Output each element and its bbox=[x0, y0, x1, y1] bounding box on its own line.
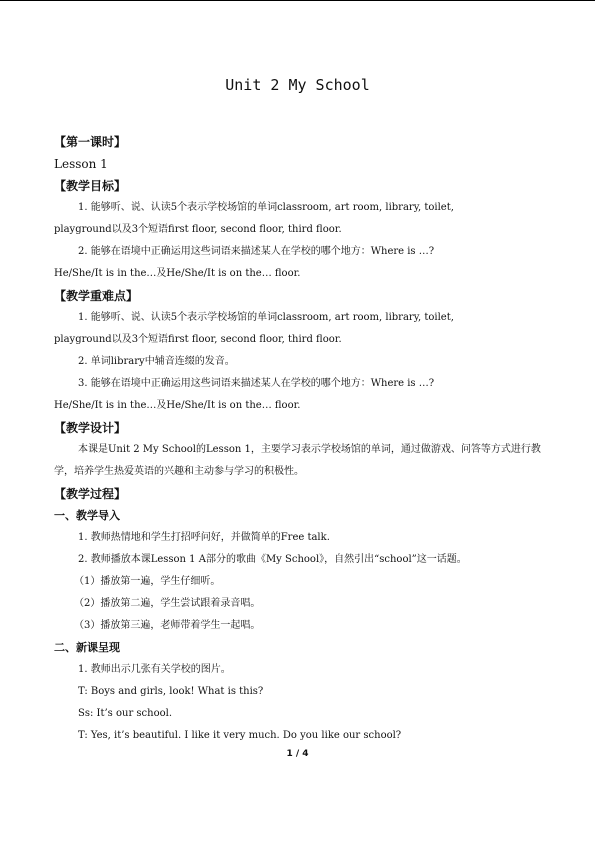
new-lesson-line: 1. 教师出示几张有关学校的图片。 bbox=[78, 664, 231, 675]
document-body bbox=[54, 75, 541, 747]
new-lesson-line: T: Yes, it’s beautiful. I like it very much. Do you like our school? bbox=[78, 730, 402, 741]
intro-line: 1. 教师热情地和学生打招呼问好，并做简单的Free talk. bbox=[78, 532, 330, 543]
lesson-label: Lesson 1 bbox=[54, 157, 108, 171]
goals-line: playground以及3个短语first floor, second floor, third floor. bbox=[54, 224, 342, 235]
keypoints-line: 1. 能够听、说、认读5个表示学校场馆的单词classroom, art room, library, toilet, bbox=[78, 312, 454, 323]
page-number: 1 / 4 bbox=[286, 749, 309, 759]
new-lesson-line: Ss: It’s our school. bbox=[78, 708, 172, 719]
intro-line: （3）播放第三遍，老师带着学生一起唱。 bbox=[74, 620, 261, 631]
section-heading-keypoints: 【教学重难点】 bbox=[54, 289, 139, 303]
section-heading-first-lesson: 【第一课时】 bbox=[54, 135, 127, 149]
page-top-rule bbox=[0, 0, 595, 1]
intro-line: （1）播放第一遍，学生仔细听。 bbox=[74, 576, 221, 587]
goals-line: 1. 能够听、说、认读5个表示学校场馆的单词classroom, art room, library, toilet, bbox=[78, 202, 454, 213]
section-heading-process: 【教学过程】 bbox=[54, 487, 127, 501]
document-title: Unit 2 My School bbox=[225, 76, 370, 94]
design-paragraph: 本课是Unit 2 My School的Lesson 1，主要学习表示学校场馆的单词，通过做游戏、问答等方式进行教学，培养学生热爱英语的兴趣和主动参与学习的积极性。 bbox=[54, 444, 541, 477]
keypoints-line: 3. 能够在语境中正确运用这些词语来描述某人在学校的哪个地方：Where is …? bbox=[78, 378, 435, 389]
keypoints-line: 2. 单词library中辅音连缀的发音。 bbox=[78, 356, 235, 367]
goals-line: 2. 能够在语境中正确运用这些词语来描述某人在学校的哪个地方：Where is …? bbox=[78, 246, 435, 257]
intro-line: （2）播放第二遍，学生尝试跟着录音唱。 bbox=[74, 598, 261, 609]
subsection-heading-new-lesson: 二、新课呈现 bbox=[54, 641, 120, 654]
section-heading-goals: 【教学目标】 bbox=[54, 179, 127, 193]
intro-line: 2. 教师播放本课Lesson 1 A部分的歌曲《My School》，自然引出“school”这一话题。 bbox=[78, 554, 467, 565]
keypoints-line: playground以及3个短语first floor, second floor, third floor. bbox=[54, 334, 342, 345]
section-heading-design: 【教学设计】 bbox=[54, 421, 127, 435]
subsection-heading-intro: 一、教学导入 bbox=[54, 509, 120, 522]
keypoints-line: He/She/It is in the…及He/She/It is on the… floor. bbox=[54, 400, 301, 411]
new-lesson-line: T: Boys and girls, look! What is this? bbox=[78, 686, 264, 697]
goals-line: He/She/It is in the…及He/She/It is on the… floor. bbox=[54, 268, 301, 279]
